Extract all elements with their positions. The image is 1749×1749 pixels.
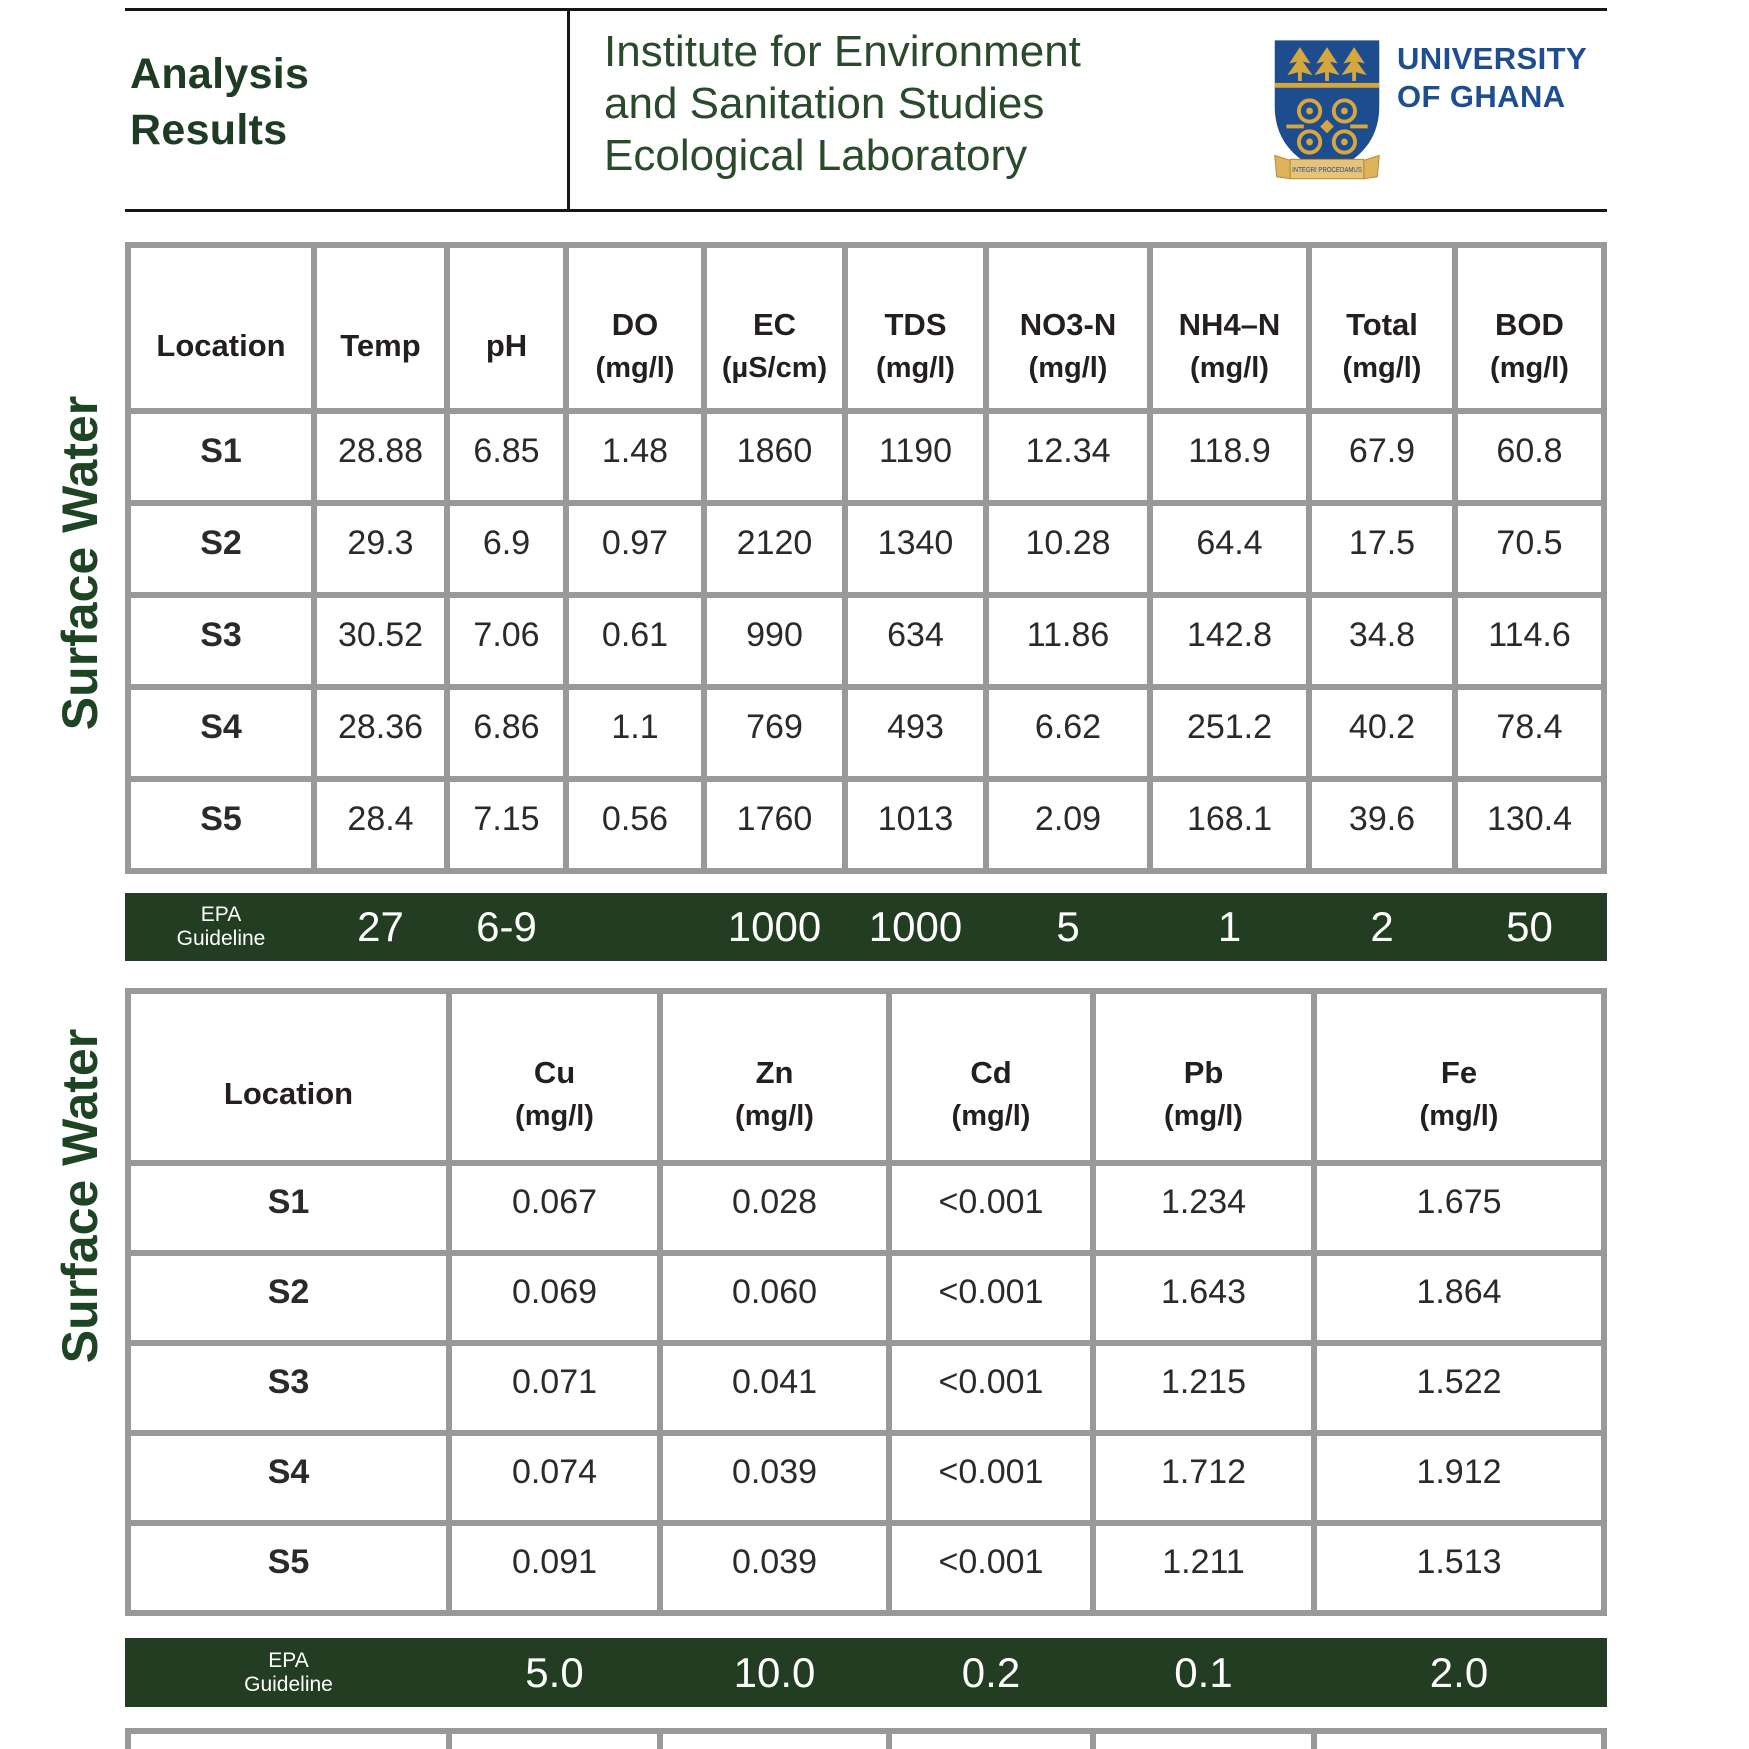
university-wordmark-line1: UNIVERSITY	[1397, 41, 1588, 76]
data-cell: 28.88	[317, 414, 444, 500]
epa-guideline-value: 50	[1506, 903, 1553, 950]
epa-guideline-value: 5	[1056, 903, 1080, 950]
epa-guideline-bar-1	[125, 893, 1607, 961]
column-header-location: Location	[131, 248, 311, 408]
row-label-s5: S5	[131, 782, 311, 868]
page-title-line2: Results	[130, 106, 288, 154]
data-cell: 0.067	[452, 1166, 657, 1250]
surface-water-metals-table	[125, 988, 1607, 1616]
data-cell: <0.001	[892, 1526, 1090, 1610]
data-cell: 1190	[848, 414, 983, 500]
data-cell: 1760	[707, 782, 842, 868]
crest-band	[1275, 83, 1380, 88]
data-cell: 60.8	[1458, 414, 1601, 500]
data-cell: 7.15	[450, 782, 563, 868]
column-header-do: DO (mg/l)	[569, 248, 701, 408]
row-label-s1: S1	[131, 414, 311, 500]
data-cell: 1340	[848, 506, 983, 592]
data-cell: 70.5	[1458, 506, 1601, 592]
data-cell: 0.97	[569, 506, 701, 592]
data-cell: 6.86	[450, 690, 563, 776]
data-cell: 0.074	[452, 1436, 657, 1520]
column-header-nh4-n: NH4–N (mg/l)	[1153, 248, 1306, 408]
data-cell: 40.2	[1312, 690, 1452, 776]
data-cell: 34.8	[1312, 598, 1452, 684]
epa-guideline-value: 10.0	[733, 1648, 816, 1696]
surface-water-parameters-table	[125, 242, 1607, 874]
epa-guideline-label: EPA Guideline	[244, 1648, 333, 1696]
partial-next-table	[125, 1728, 1607, 1749]
data-cell: 0.071	[452, 1346, 657, 1430]
data-cell: 251.2	[1153, 690, 1306, 776]
data-cell: 6.62	[989, 690, 1147, 776]
epa-guideline-value: 5.0	[525, 1648, 584, 1696]
epa-guideline-value: 27	[357, 903, 404, 950]
epa-guideline-value: 1000	[727, 903, 822, 950]
column-header-bod: BOD (mg/l)	[1458, 248, 1601, 408]
section-label-surface-water-1: Surface Water	[52, 395, 108, 731]
institute-line2: and Sanitation Studies	[604, 79, 1045, 128]
data-cell: 12.34	[989, 414, 1147, 500]
data-cell: 78.4	[1458, 690, 1601, 776]
data-cell: 1.234	[1096, 1166, 1311, 1250]
data-cell: 634	[848, 598, 983, 684]
page-title	[130, 46, 309, 158]
column-header-fe: Fe (mg/l)	[1317, 994, 1601, 1160]
data-cell: 0.060	[663, 1256, 886, 1340]
data-cell: <0.001	[892, 1436, 1090, 1520]
data-cell: 0.041	[663, 1346, 886, 1430]
table-cell	[452, 1734, 657, 1749]
data-cell: 1.48	[569, 414, 701, 500]
table-cell	[892, 1734, 1090, 1749]
row-label-s3: S3	[131, 598, 311, 684]
header-divider	[567, 8, 570, 212]
column-header-no3-n: NO3-N (mg/l)	[989, 248, 1147, 408]
data-cell: 1013	[848, 782, 983, 868]
data-cell: 2120	[707, 506, 842, 592]
epa-guideline-value: 0.1	[1174, 1648, 1233, 1696]
data-cell: <0.001	[892, 1346, 1090, 1430]
logo-motto: INTEGRI PROCEDAMUS	[1292, 164, 1362, 174]
column-header-temp: Temp	[317, 248, 444, 408]
column-header-cd: Cd (mg/l)	[892, 994, 1090, 1160]
data-cell: 1.912	[1317, 1436, 1601, 1520]
data-cell: 64.4	[1153, 506, 1306, 592]
epa-guideline-value: 2	[1370, 903, 1394, 950]
table-cell	[663, 1734, 886, 1749]
institute-name	[604, 26, 1081, 182]
data-cell: 11.86	[989, 598, 1147, 684]
data-cell: 1.522	[1317, 1346, 1601, 1430]
data-cell: <0.001	[892, 1166, 1090, 1250]
data-cell: 130.4	[1458, 782, 1601, 868]
data-cell: 168.1	[1153, 782, 1306, 868]
data-cell: 142.8	[1153, 598, 1306, 684]
row-label-s2: S2	[131, 506, 311, 592]
data-cell: 1.675	[1317, 1166, 1601, 1250]
data-cell: 7.06	[450, 598, 563, 684]
data-cell: 0.56	[569, 782, 701, 868]
data-cell: 6.85	[450, 414, 563, 500]
table-cell	[131, 1734, 446, 1749]
data-cell: 0.039	[663, 1436, 886, 1520]
epa-guideline-label: EPA Guideline	[176, 903, 266, 950]
data-cell: 0.091	[452, 1526, 657, 1610]
university-of-ghana-crest-icon	[1267, 34, 1387, 186]
institute-line3: Ecological Laboratory	[604, 131, 1028, 180]
data-cell: 1.211	[1096, 1526, 1311, 1610]
data-cell: 493	[848, 690, 983, 776]
section-label-surface-water-2: Surface Water	[52, 1028, 108, 1364]
column-header-ec: EC (µS/cm)	[707, 248, 842, 408]
data-cell: 1.712	[1096, 1436, 1311, 1520]
data-cell: 6.9	[450, 506, 563, 592]
crest-ribbon	[1275, 155, 1380, 178]
data-cell: 29.3	[317, 506, 444, 592]
row-label-s5: S5	[131, 1526, 446, 1610]
row-label-s2: S2	[131, 1256, 446, 1340]
data-cell: 769	[707, 690, 842, 776]
epa-guideline-value: 6-9	[476, 903, 537, 950]
column-header-total: Total (mg/l)	[1312, 248, 1452, 408]
table-cell	[1317, 1734, 1601, 1749]
data-cell: 28.36	[317, 690, 444, 776]
data-cell: 0.039	[663, 1526, 886, 1610]
data-cell: 28.4	[317, 782, 444, 868]
data-cell: 30.52	[317, 598, 444, 684]
epa-guideline-value: 0.2	[961, 1648, 1021, 1696]
column-header-location: Location	[131, 994, 446, 1160]
row-label-s3: S3	[131, 1346, 446, 1430]
epa-guideline-value: 1000	[868, 903, 963, 950]
data-cell: 10.28	[989, 506, 1147, 592]
top-rule	[125, 8, 1607, 11]
epa-guideline-value	[569, 899, 701, 955]
data-cell: 1.513	[1317, 1526, 1601, 1610]
epa-guideline-value: 1	[1217, 903, 1242, 950]
data-cell: 0.028	[663, 1166, 886, 1250]
data-cell: 1.1	[569, 690, 701, 776]
data-cell: 1.864	[1317, 1256, 1601, 1340]
data-cell: 1.643	[1096, 1256, 1311, 1340]
epa-guideline-bar-2	[125, 1638, 1607, 1707]
crest-trees	[1287, 47, 1366, 81]
data-cell: 990	[707, 598, 842, 684]
header-underline	[125, 209, 1607, 212]
data-cell: 0.069	[452, 1256, 657, 1340]
row-label-s1: S1	[131, 1166, 446, 1250]
page-title-line1: Analysis	[130, 50, 310, 98]
column-header-cu: Cu (mg/l)	[452, 994, 657, 1160]
data-cell: 118.9	[1153, 414, 1306, 500]
data-cell: 39.6	[1312, 782, 1452, 868]
epa-guideline-value: 2.0	[1429, 1648, 1489, 1696]
data-cell: 114.6	[1458, 598, 1601, 684]
column-header-pb: Pb (mg/l)	[1096, 994, 1311, 1160]
data-cell: 0.61	[569, 598, 701, 684]
institute-line1: Institute for Environment	[604, 27, 1081, 76]
data-cell: 17.5	[1312, 506, 1452, 592]
data-cell: 67.9	[1312, 414, 1452, 500]
column-header-zn: Zn (mg/l)	[663, 994, 886, 1160]
column-header-tds: TDS (mg/l)	[848, 248, 983, 408]
table-cell	[1096, 1734, 1311, 1749]
data-cell: 1.215	[1096, 1346, 1311, 1430]
data-cell: 2.09	[989, 782, 1147, 868]
data-cell: 1860	[707, 414, 842, 500]
university-wordmark	[1397, 40, 1587, 116]
data-cell: <0.001	[892, 1256, 1090, 1340]
row-label-s4: S4	[131, 1436, 446, 1520]
row-label-s4: S4	[131, 690, 311, 776]
column-header-ph: pH	[450, 248, 563, 408]
university-wordmark-line2: OF GHANA	[1397, 79, 1566, 114]
